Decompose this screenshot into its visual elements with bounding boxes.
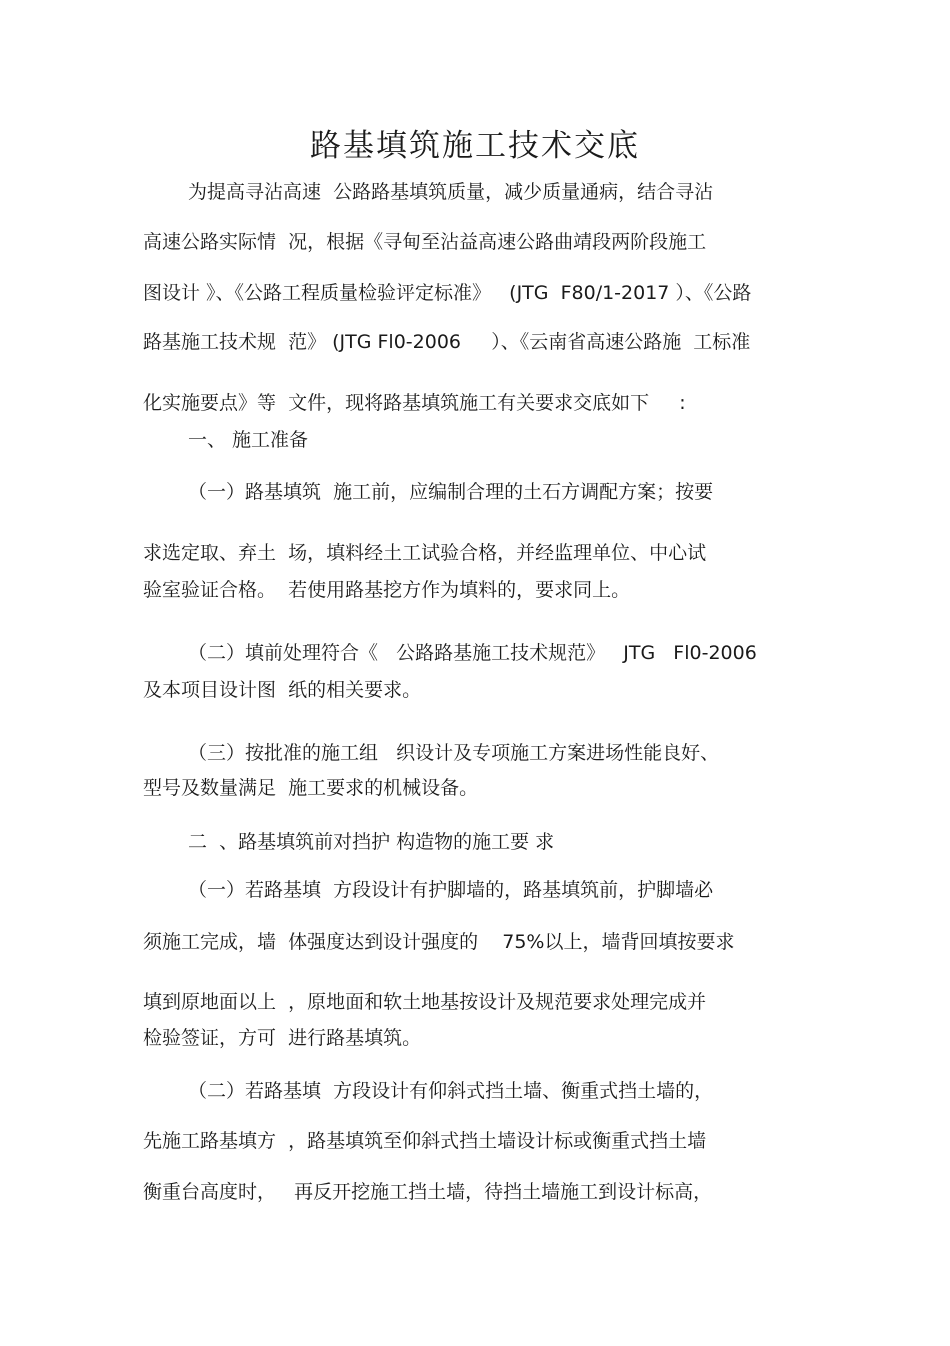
document-title: 路基填筑施工技术交底 bbox=[310, 128, 640, 164]
paragraph-line: 验室验证合格。 若使用路基挖方作为填料的，要求同上。 bbox=[143, 579, 631, 601]
paragraph-line: （三）按批准的施工组 织设计及专项施工方案进场性能良好、 bbox=[188, 742, 720, 764]
paragraph-line: 图设计 》、《公路工程质量检验评定标准》 (JTG F80/1-2017 ）、《公路 bbox=[143, 282, 752, 304]
paragraph-line: 须施工完成，墙 体强度达到设计强度的 75%以上，墙背回填按要求 bbox=[143, 931, 735, 953]
paragraph-line: 化实施要点》等 文件，现将路基填筑施工有关要求交底如下 : bbox=[143, 392, 686, 414]
paragraph-line: 先施工路基填方 ，路基填筑至仰斜式挡土墙设计标或衡重式挡土墙 bbox=[143, 1130, 707, 1152]
paragraph-line: 及本项目设计图 纸的相关要求。 bbox=[143, 679, 422, 701]
paragraph-line: 为提高寻沾高速 公路路基填筑质量，减少质量通病，结合寻沾 bbox=[188, 181, 714, 203]
paragraph-line: 型号及数量满足 施工要求的机械设备。 bbox=[143, 777, 479, 799]
paragraph-line: 高速公路实际情 况，根据《寻甸至沾益高速公路曲靖段两阶段施工 bbox=[143, 231, 707, 253]
section-heading: 二 、路基填筑前对挡护 构造物的施工要 求 bbox=[188, 831, 555, 853]
paragraph-line: （二）若路基填 方段设计有仰斜式挡土墙、衡重式挡土墙的， bbox=[188, 1080, 714, 1102]
paragraph-line: （一）路基填筑 施工前，应编制合理的土石方调配方案；按要 bbox=[188, 481, 714, 503]
paragraph-line: 路基施工技术规 范》 (JTG Fl0-2006 ）、《云南省高速公路施 工标准 bbox=[143, 331, 751, 353]
paragraph-line: （二）填前处理符合《 公路路基施工技术规范》 JTG Fl0-2006 bbox=[188, 642, 757, 664]
paragraph-line: 求选定取、弃土 场，填料经土工试验合格，并经监理单位、中心试 bbox=[143, 542, 707, 564]
paragraph-line: 填到原地面以上 ，原地面和软土地基按设计及规范要求处理完成并 bbox=[143, 991, 707, 1013]
paragraph-line: （一）若路基填 方段设计有护脚墙的，路基填筑前，护脚墙必 bbox=[188, 879, 714, 901]
paragraph-line: 衡重台高度时， 再反开挖施工挡土墙，待挡土墙施工到设计标高， bbox=[143, 1181, 713, 1203]
paragraph-line: 检验签证，方可 进行路基填筑。 bbox=[143, 1027, 422, 1049]
section-heading: 一、 施工准备 bbox=[188, 429, 309, 451]
